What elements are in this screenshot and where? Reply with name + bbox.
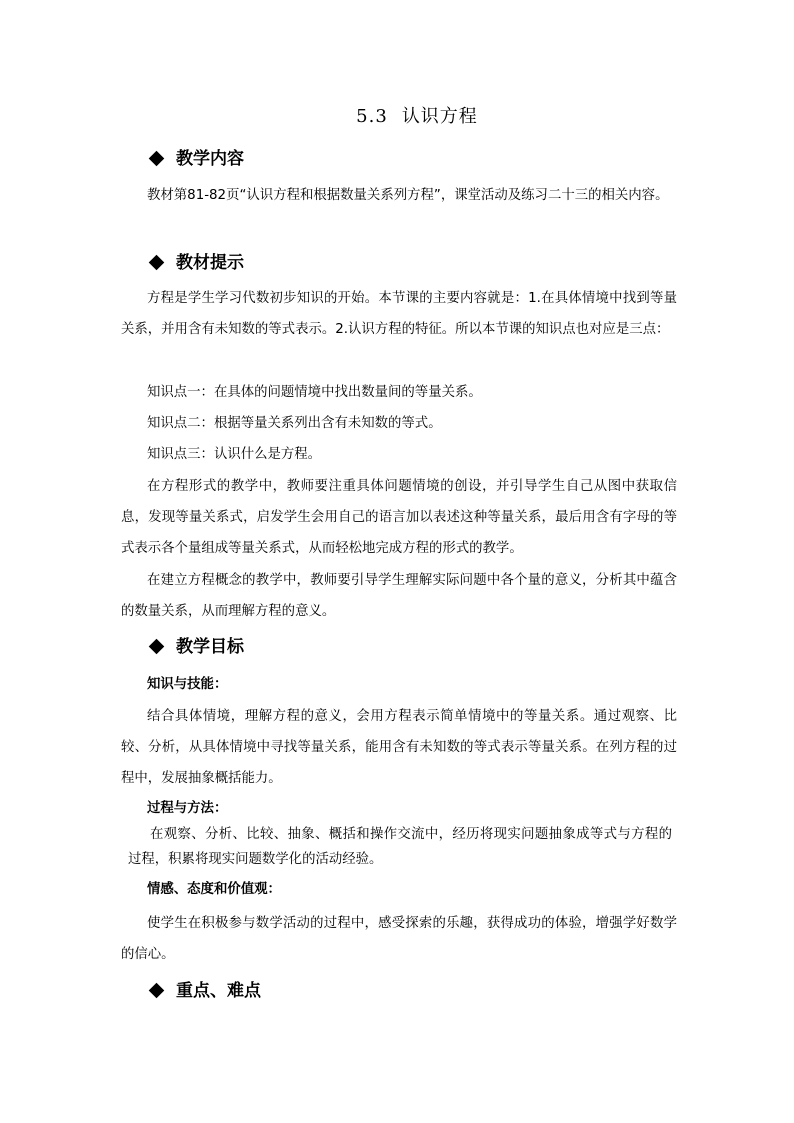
- goal-label-emotion: 情感、态度和价值观：: [147, 882, 281, 897]
- goal-text-knowledge: 结合具体情境，理解方程的意义，会用方程表示简单情境中的等量关系。通过观察、比较、分析，从具体情境中寻找等量关系，能用含有未知数的等式表示等量关系。在列方程的过程中，发展抽象概括能力。: [121, 709, 677, 786]
- goal-label-process: 过程与方法：: [147, 801, 228, 816]
- paragraph-tips-concept: 在建立方程概念的教学中，教师要引导学生理解实际问题中各个量的意义，分析其中蕴含的数量关系，从而理解方程的意义。: [121, 573, 677, 619]
- paragraph-content: 教材第81-82页“认识方程和根据数量关系列方程”，课堂活动及练习二十三的相关内容。: [147, 188, 669, 203]
- goal-text-process: 在观察、分析、比较、抽象、概括和操作交流中，经历将现实问题抽象成等式与方程的过程，积累将现实问题数学化的活动经验。: [128, 827, 672, 867]
- heading-key-difficult: [147, 979, 261, 1003]
- diamond-bullet-icon: [149, 982, 165, 998]
- heading-text: 教学目标: [176, 637, 244, 657]
- heading-text: 教学内容: [176, 149, 244, 169]
- goal-label-knowledge: 知识与技能：: [147, 677, 228, 692]
- goal-text-emotion: 使学生在积极参与数学活动的过程中，感受探索的乐趣，获得成功的体验，增强学好数学的信心。: [121, 916, 677, 962]
- diamond-bullet-icon: [149, 150, 165, 166]
- heading-teaching-content: [147, 147, 244, 171]
- heading-text: 重点、难点: [176, 981, 261, 1001]
- diamond-bullet-icon: [149, 638, 165, 654]
- paragraph-tips-intro: 方程是学生学习代数初步知识的开始。本节课的主要内容就是：1.在具体情境中找到等量关系，并用含有未知数的等式表示。2.认识方程的特征。所以本节课的知识点也对应是三点：: [121, 291, 677, 337]
- section-number: 5.3: [356, 106, 388, 127]
- heading-teaching-goals: [147, 635, 244, 659]
- paragraph-tips-form: 在方程形式的教学中，教师要注重具体问题情境的创设，并引导学生自己从图中获取信息，发现等量关系式，启发学生会用自己的语言加以表述这种等量关系，最后用含有字母的等式表示各个量组成等量关系式，从而轻松地完成方程的形式的教学。: [121, 479, 677, 556]
- knowledge-point-2: 知识点二：根据等量关系列出含有未知数的等式。: [147, 416, 442, 431]
- heading-text: 教材提示: [176, 253, 244, 273]
- knowledge-point-1: 知识点一：在具体的问题情境中找出数量间的等量关系。: [147, 385, 482, 400]
- knowledge-point-3: 知识点三：认识什么是方程。: [147, 447, 322, 462]
- title-text: 认识方程: [401, 106, 478, 127]
- diamond-bullet-icon: [149, 254, 165, 270]
- page-title: [0, 104, 794, 130]
- heading-textbook-tips: [147, 251, 244, 275]
